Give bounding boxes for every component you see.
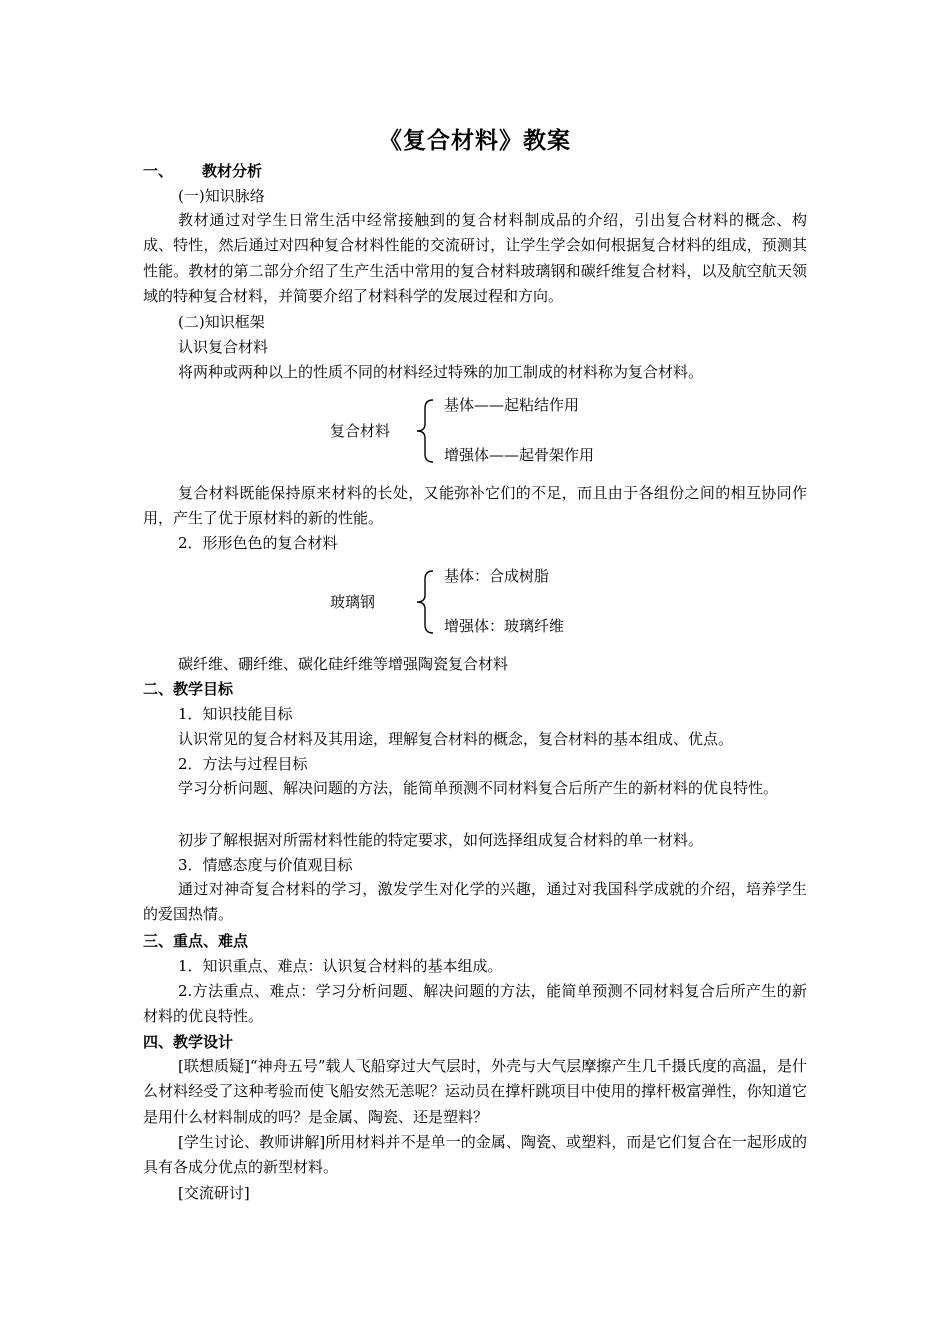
design-paragraph1: [联想质疑]“神舟五号”载人飞船穿过大气层时，外壳与大气层摩擦产生几千摄氏度的高温，是什么材料经受了这种考验而使飞船安然无恙呢？运动员在撑杆跳项目中使用的撑杆极富弹性，你知道它是用什么材料制成的吗？是金属、陶瓷、还是塑料？ — [143, 1057, 807, 1126]
diagram1-top: 基体——起粘结作用 — [444, 396, 580, 414]
paragraph-composite-advantages: 复合材料既能保持原来材料的长处，又能弥补它们的不足，而且由于各组份之间的相互协同作用，产生了优于原材料的新的性能。 — [143, 484, 807, 528]
item-ceramic-composites: 碳纤维、硼纤维、碳化硅纤维等增强陶瓷复合材料 — [178, 655, 509, 673]
definition-text: 将两种或两种以上的性质不同的材料经过特殊的加工制成的材料称为复合材料。 — [178, 363, 704, 381]
goal2-text: 学习分析问题、解决问题的方法，能简单预测不同材料复合后所产生的新材料的优良特性。 — [178, 779, 779, 797]
design-exchange-label: [交流研讨] — [178, 1184, 250, 1202]
goal3-text: 通过对神奇复合材料的学习，激发学生对化学的兴趣，通过对我国科学成就的介绍，培养学生的爱国热情。 — [143, 880, 807, 924]
goal3-title: 3．情感态度与价值观目标 — [178, 856, 353, 874]
goal1-text: 认识常见的复合材料及其用途，理解复合材料的概念，复合材料的基本组成、优点。 — [178, 730, 734, 748]
goal2-title: 2．方法与过程目标 — [178, 755, 308, 773]
section1-number: 一、 — [143, 162, 174, 180]
section3-heading: 三、重点、难点 — [143, 932, 249, 950]
curly-brace-icon — [413, 398, 437, 464]
section1-heading: 教材分析 — [202, 162, 263, 180]
diagram2-label: 玻璃钢 — [330, 593, 376, 611]
design-paragraph2: [学生讨论、教师讲解]所用材料并不是单一的金属、陶瓷、或塑料，而是它们复合在一起形成的具有各成分优点的新型材料。 — [143, 1133, 807, 1177]
section4-heading: 四、教学设计 — [143, 1033, 234, 1051]
diagram1-label: 复合材料 — [330, 422, 391, 440]
diagram2-top: 基体：合成树脂 — [444, 567, 550, 585]
document-title: 《复合材料》教案 — [379, 128, 571, 154]
item-know-composite: 认识复合材料 — [178, 338, 269, 356]
item-various-composites: 2．形形色色的复合材料 — [178, 534, 338, 552]
key-point1: 1．知识重点、难点：认识复合材料的基本组成。 — [178, 957, 503, 975]
subheading-knowledge-framework: (二)知识框架 — [178, 313, 265, 331]
subheading-knowledge-context: (一)知识脉络 — [178, 187, 265, 205]
curly-brace-icon — [413, 569, 437, 635]
diagram2-bottom: 增强体：玻璃纤维 — [444, 617, 565, 635]
paragraph-textbook-analysis: 教材通过对学生日常生活中经常接触到的复合材料制成品的介绍，引出复合材料的概念、构成、特性，然后通过对四种复合材料性能的交流研讨，让学生学会如何根据复合材料的组成，预测其性能。教材的第二部分介绍了生产生活中常用的复合材料玻璃钢和碳纤维复合材料，以及航空航天领域的特种复合材料，并简要介绍了材料科学的发展过程和方向。 — [143, 211, 807, 305]
goal2-text2: 初步了解根据对所需材料性能的特定要求，如何选择组成复合材料的单一材料。 — [178, 831, 704, 849]
section2-heading: 二、教学目标 — [143, 680, 234, 698]
key-point2: 2.方法重点、难点：学习分析问题、解决问题的方法，能简单预测不同材料复合后所产生的新材料的优良特性。 — [143, 982, 807, 1026]
goal1-title: 1．知识技能目标 — [178, 705, 293, 723]
diagram1-bottom: 增强体——起骨架作用 — [444, 446, 595, 464]
